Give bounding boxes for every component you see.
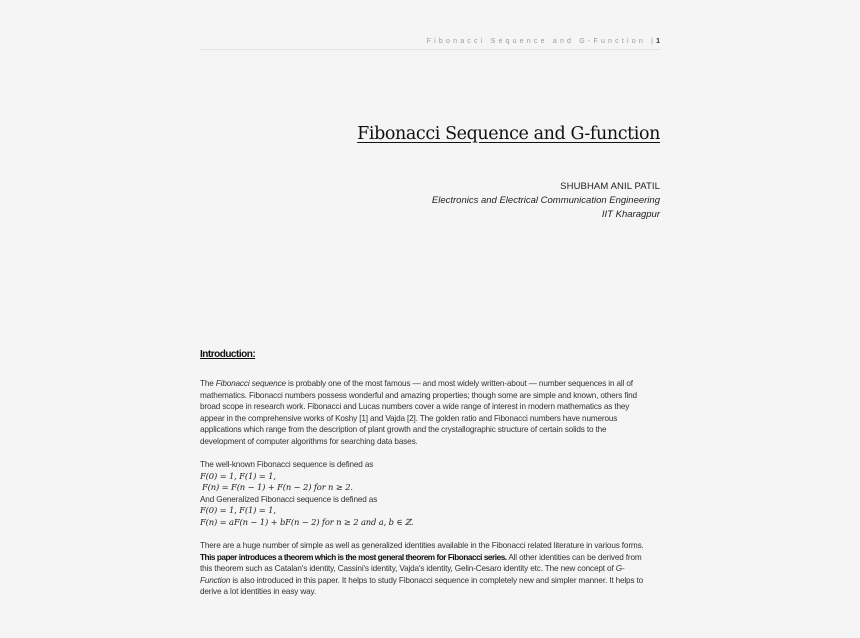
text-line: derive a lot identities in easy way. bbox=[200, 587, 316, 597]
text-line: appear in the comprehensive works of Koshy [1] and Vajda [2]. The golden ratio and Fibonacci numbers have numerous bbox=[200, 413, 618, 423]
author-block bbox=[200, 180, 660, 222]
bold-statement: This paper introduces a theorem which is the most general theorem for Fibonacci series. bbox=[200, 552, 507, 562]
text-line: There are a huge number of simple as well as generalized identities available in the Fibonacci related literature in various forms. bbox=[200, 541, 644, 550]
author-name: SHUBHAM ANIL PATIL bbox=[560, 181, 660, 192]
intro-paragraph-1 bbox=[200, 378, 660, 448]
paper-title: Fibonacci Sequence and G-function bbox=[357, 124, 660, 144]
emphasis-g-function: G- bbox=[615, 564, 625, 574]
emphasis-function: Function bbox=[200, 575, 231, 585]
equation-initial-values: F(0) = 1, F(1) = 1, bbox=[200, 470, 276, 481]
equation-fibonacci-recurrence: F(n) = F(n − 1) + F(n − 2) for n ≥ 2. bbox=[202, 482, 353, 493]
equation-generalized-initial-values: F(0) = 1, F(1) = 1, bbox=[200, 505, 276, 516]
text-span: is probably one of the most famous — and most widely written-about — number sequences in all of bbox=[285, 379, 633, 388]
text-span: this theorem such as Catalan's identity, Cassini's identity, Vajda's identity, Gelin-Cesaro identity etc. The new concept of bbox=[200, 564, 616, 574]
text-line: development of computer algorithms for searching data bases. bbox=[200, 436, 418, 446]
emphasis-fibonacci-sequence: Fibonacci sequence bbox=[215, 379, 286, 388]
author-department: Electronics and Electrical Communication Engineering bbox=[431, 195, 660, 206]
intro-paragraph-2 bbox=[200, 459, 660, 529]
text-line bbox=[200, 575, 660, 587]
text-line bbox=[200, 378, 660, 390]
text-line: And Generalized Fibonacci sequence is defined as bbox=[200, 494, 378, 504]
running-header-title: Fibonacci Sequence and G-Function bbox=[426, 38, 646, 45]
header-divider bbox=[200, 49, 660, 50]
section-heading-introduction: Introduction: bbox=[200, 349, 256, 360]
text-line bbox=[200, 563, 660, 575]
intro-paragraph-3 bbox=[200, 540, 660, 598]
text-line bbox=[200, 552, 660, 564]
text-line: The well-known Fibonacci sequence is defined as bbox=[200, 460, 374, 469]
author-institution: IIT Kharagpur bbox=[601, 209, 660, 220]
text-span: The bbox=[200, 379, 216, 388]
page-number: 1 bbox=[656, 38, 660, 45]
text-span: is also introduced in this paper. It helps to study Fibonacci sequence in completely new and simpler manner. It helps to bbox=[230, 575, 644, 585]
running-header bbox=[200, 38, 660, 45]
text-line: mathematics. Fibonacci numbers possess wonderful and amazing properties; though some are simple and known, others find bbox=[200, 390, 637, 400]
text-line: applications which range from the description of plant growth and the crystallographic structure of certain solids to the bbox=[200, 425, 607, 435]
running-header-separator: | bbox=[645, 38, 657, 45]
text-span: All other identities can be derived from bbox=[506, 552, 642, 562]
equation-generalized-recurrence: F(n) = aF(n − 1) + bF(n − 2) for n ≥ 2 and a, b ∈ ℤ. bbox=[200, 516, 414, 527]
text-line: broad scope in research work. Fibonacci and Lucas numbers cover a wide range of interest in modern mathematics as they bbox=[200, 402, 630, 412]
